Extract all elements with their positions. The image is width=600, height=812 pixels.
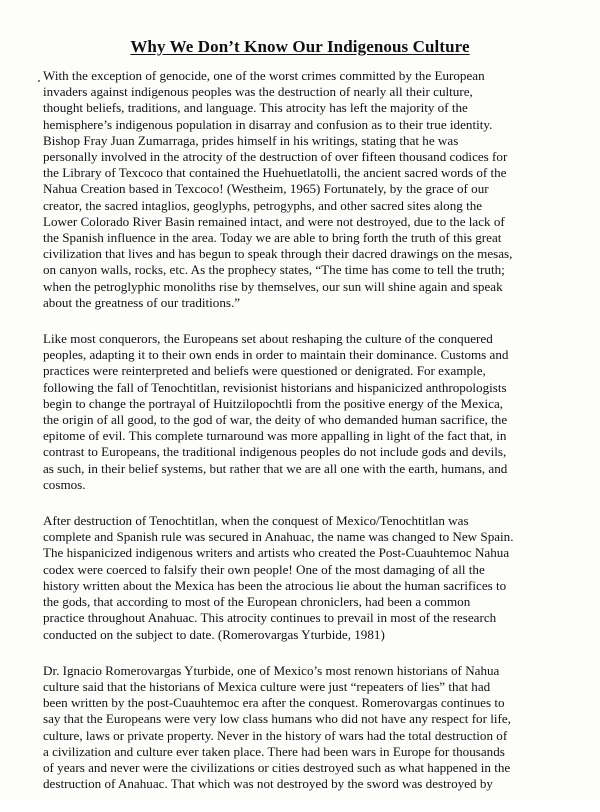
text-line: on canyon walls, rocks, etc. As the prophecy states, “The time has come to tell the truth; [43, 262, 505, 278]
text-line: Lower Colorado River Basin remained intact, and were not destroyed, due to the lack of [43, 213, 505, 229]
text-line: After destruction of Tenochtitlan, when the conquest of Mexico/Tenochtitlan was [43, 513, 469, 529]
text-line: the Spanish influence in the area. Today we are able to bring forth the truth of this great [43, 230, 502, 246]
text-line: about the greatness of our traditions.” [43, 294, 241, 310]
text-line: begin to change the portrayal of Huitzilopochtli from the positive energy of the Mexica, [43, 395, 504, 411]
text-line: Like most conquerors, the Europeans set about reshaping the culture of the conquered [43, 331, 493, 347]
text-line: thought beliefs, traditions, and language. This atrocity has left the majority of the [43, 100, 468, 116]
text-line: of years and never were the civilizations or cities destroyed such as what happened in the [43, 759, 511, 775]
text-line: epitome of evil. This complete turnaround was more appalling in light of the fact that, in [43, 428, 507, 444]
page-title: Why We Don’t Know Our Indigenous Culture [130, 37, 470, 56]
text-line: Dr. Ignacio Romerovargas Yturbide, one of Mexico’s most renown historians of Nahua [43, 662, 500, 678]
text-line: civilization that lives and has begun to speak through their dacred drawings on the mesas, [43, 246, 513, 262]
text-line: when the petroglyphic monoliths rise by themselves, our sun will shine again and speak [43, 278, 503, 294]
text-line: culture, laws or private property. Never in the history of wars had the total destruction of [43, 727, 508, 743]
text-line: as such, in their belief systems, but rather that we are all one with the earth, humans, and [43, 460, 508, 476]
text-line: hemisphere’s indigenous population in disarray and confusion as to their true identity. [43, 116, 493, 132]
text-line: cosmos. [43, 476, 86, 492]
text-line: invaders against indigenous peoples was the destruction of nearly all their culture, [43, 84, 473, 100]
text-line: codex were coerced to falsify their own people! One of the most damaging of all the [43, 561, 485, 577]
text-line: With the exception of genocide, one of the worst crimes committed by the European [43, 68, 485, 83]
body-text [43, 68, 574, 812]
text-line: say that the Europeans were very low class humans who did not have any respect for life, [43, 711, 511, 727]
text-line: the Library of Texcoco that contained the Huehuetlatolli, the ancient sacred words of the [43, 165, 507, 181]
scan-speck [38, 80, 40, 82]
text-line: peoples, adapting it to their own ends in order to maintain their dominance. Customs and [43, 347, 509, 363]
text-line: creator, the sacred intaglios, geoglyphs, petrogyphs, and other sacred sites along the [43, 197, 483, 213]
paragraph-2 [43, 331, 574, 493]
text-line: a civilization and culture ever taken place. There had been wars in Europe for thousands [43, 743, 505, 759]
text-line: history written about the Mexica has been the atrocious lie about the human sacrifices to [43, 577, 507, 593]
text-line: the gods, that according to most of the European chroniclers, had been a common [43, 594, 471, 610]
text-line: been written by the post-Cuauhtemoc era after the conquest. Romerovargas continues to [43, 695, 505, 711]
text-line: following the fall of Tenochtitlan, revisionist historians and hispanicized anthropologists [43, 379, 507, 395]
text-line: practice throughout Anahuac. This atrocity continues to prevail in most of the research [43, 610, 497, 626]
text-line: culture said that the historians of Mexica culture were just “repeaters of lies” that had [43, 678, 491, 694]
text-line: the origin of all good, to the god of war, the deity of who demanded human sacrifice, the [43, 412, 508, 428]
text-line: destruction of Anahuac. That which was not destroyed by the sword was destroyed by [43, 776, 493, 792]
text-line: practices were reinterpreted and beliefs were questioned or denigrated. For example, [43, 363, 486, 379]
text-line: conducted on the subject to date. (Romerovargas Yturbide, 1981) [43, 626, 385, 642]
text-line: complete and Spanish rule was secured in Anahuac, the name was changed to New Spain. [43, 529, 514, 545]
paragraph-1 [43, 68, 574, 311]
text-line: Nahua Creation based in Texcoco! (Westheim, 1965) Fortunately, by the grace of our [43, 181, 489, 197]
text-line: Bishop Fray Juan Zumarraga, prides himself in his writings, stating that he was [43, 132, 459, 148]
text-line: personally involved in the atrocity of the destruction of over fifteen thousand codices for [43, 149, 508, 165]
paragraph-4 [43, 663, 574, 793]
text-line: contrast to Europeans, the traditional indigenous peoples do not include gods and devils, [43, 444, 507, 460]
paragraph-3 [43, 513, 574, 643]
text-line: The hispanicized indigenous writers and artists who created the Post-Cuauhtemoc Nahua [43, 545, 510, 561]
